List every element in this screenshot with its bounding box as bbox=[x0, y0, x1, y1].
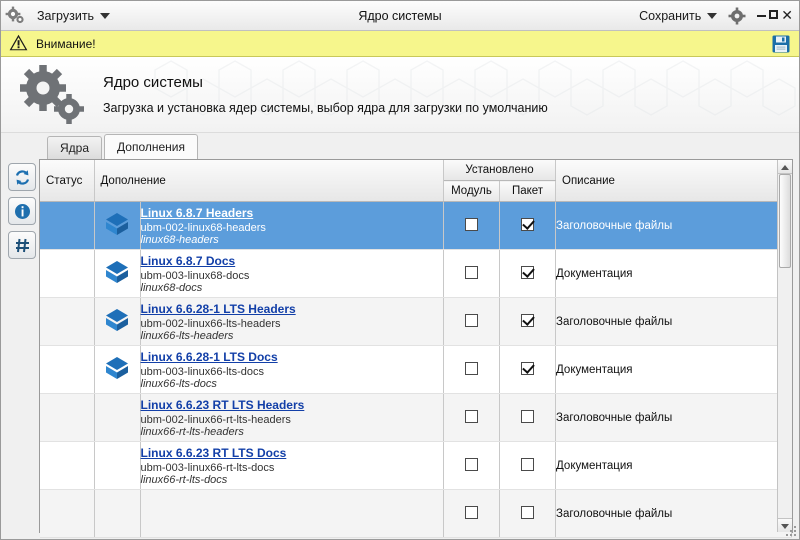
refresh-icon bbox=[14, 169, 31, 186]
cell-module[interactable] bbox=[443, 442, 499, 490]
module-checkbox[interactable] bbox=[465, 218, 478, 231]
cell-status bbox=[40, 442, 94, 490]
chevron-down-icon bbox=[100, 13, 110, 19]
content-area bbox=[1, 159, 799, 539]
gears-icon bbox=[15, 62, 87, 128]
package-checkbox[interactable] bbox=[521, 506, 534, 519]
package-icon bbox=[104, 308, 130, 332]
package-checkbox[interactable] bbox=[521, 266, 534, 279]
cell-icon bbox=[94, 298, 140, 346]
table-row[interactable] bbox=[40, 442, 792, 490]
package-checkbox[interactable] bbox=[521, 458, 534, 471]
module-checkbox[interactable] bbox=[465, 506, 478, 519]
cell-module[interactable] bbox=[443, 346, 499, 394]
cell-package[interactable] bbox=[499, 490, 555, 538]
warning-triangle-icon bbox=[9, 34, 28, 54]
package-checkbox[interactable] bbox=[521, 218, 534, 231]
module-checkbox[interactable] bbox=[465, 410, 478, 423]
column-header-status[interactable]: Статус bbox=[40, 160, 94, 202]
cell-description: Заголовочные файлы bbox=[556, 298, 792, 346]
addon-name-link[interactable]: Linux 6.6.23 RT LTS Docs bbox=[140, 445, 287, 460]
cell-addon bbox=[140, 298, 443, 346]
cell-module[interactable] bbox=[443, 394, 499, 442]
cell-package[interactable] bbox=[499, 442, 555, 490]
settings-gear-icon[interactable] bbox=[727, 6, 747, 26]
tab-kernels[interactable]: Ядра bbox=[47, 136, 102, 159]
module-checkbox[interactable] bbox=[465, 266, 478, 279]
table-row[interactable] bbox=[40, 250, 792, 298]
maximize-button[interactable] bbox=[769, 10, 778, 20]
package-checkbox[interactable] bbox=[521, 314, 534, 327]
cell-status bbox=[40, 346, 94, 394]
cell-status bbox=[40, 298, 94, 346]
cell-package[interactable] bbox=[499, 202, 555, 250]
column-header-module[interactable]: Модуль bbox=[443, 181, 499, 202]
package-icon bbox=[104, 212, 130, 236]
refresh-button[interactable] bbox=[8, 163, 36, 191]
gears-icon bbox=[5, 5, 27, 27]
cell-description: Заголовочные файлы bbox=[556, 202, 792, 250]
header-banner bbox=[1, 57, 799, 133]
cell-icon bbox=[94, 394, 140, 442]
save-menu-label: Сохранить bbox=[639, 8, 702, 23]
window-title: Ядро системы bbox=[358, 8, 442, 23]
cell-module[interactable] bbox=[443, 490, 499, 538]
cell-description: Заголовочные файлы bbox=[556, 394, 792, 442]
column-header-description[interactable]: Описание bbox=[556, 160, 792, 202]
scrollbar-thumb[interactable] bbox=[779, 174, 791, 268]
close-button[interactable]: ✕ bbox=[781, 7, 793, 23]
banner-subtitle: Загрузка и установка ядер системы, выбор ядра для загрузки по умолчанию bbox=[103, 101, 548, 115]
cell-addon bbox=[140, 490, 443, 538]
scroll-up-arrow-icon[interactable] bbox=[778, 160, 792, 174]
info-icon bbox=[14, 203, 31, 220]
warning-bar bbox=[1, 31, 799, 57]
tab-bar bbox=[1, 133, 799, 159]
addon-package-name: linux66-lts-headers bbox=[140, 329, 234, 342]
table-row[interactable] bbox=[40, 202, 792, 250]
column-header-package[interactable]: Пакет bbox=[499, 181, 555, 202]
cell-icon bbox=[94, 250, 140, 298]
vertical-scrollbar[interactable] bbox=[777, 160, 792, 532]
package-checkbox[interactable] bbox=[521, 410, 534, 423]
table-row[interactable] bbox=[40, 346, 792, 394]
save-floppy-icon[interactable] bbox=[771, 34, 791, 54]
addon-name-link[interactable]: Linux 6.6.28-1 LTS Docs bbox=[140, 349, 278, 364]
addon-package-name: linux68-headers bbox=[140, 233, 219, 246]
minimize-button[interactable] bbox=[757, 10, 766, 20]
addon-package-name: linux66-lts-docs bbox=[140, 377, 217, 390]
cell-module[interactable] bbox=[443, 202, 499, 250]
table-row[interactable] bbox=[40, 394, 792, 442]
chevron-down-icon bbox=[707, 13, 717, 19]
addon-package-id: ubm-003-linux68-docs bbox=[140, 269, 250, 282]
cell-icon bbox=[94, 442, 140, 490]
hash-icon bbox=[14, 237, 31, 254]
cell-description: Документация bbox=[556, 346, 792, 394]
addon-name-link[interactable]: Linux 6.8.7 Headers bbox=[140, 205, 254, 220]
addon-package-name: linux66-rt-lts-docs bbox=[140, 473, 228, 486]
cell-status bbox=[40, 490, 94, 538]
addons-table bbox=[40, 160, 792, 538]
cell-status bbox=[40, 202, 94, 250]
cell-description: Документация bbox=[556, 442, 792, 490]
cell-module[interactable] bbox=[443, 298, 499, 346]
cell-icon bbox=[94, 346, 140, 394]
addon-name-link[interactable]: Linux 6.8.7 Docs bbox=[140, 253, 236, 268]
module-checkbox[interactable] bbox=[465, 362, 478, 375]
addon-package-id: ubm-002-linux66-rt-lts-headers bbox=[140, 413, 291, 426]
cell-package[interactable] bbox=[499, 250, 555, 298]
info-button[interactable] bbox=[8, 197, 36, 225]
addon-name-link[interactable]: Linux 6.6.23 RT LTS Headers bbox=[140, 397, 305, 412]
cell-package[interactable] bbox=[499, 394, 555, 442]
side-toolbar bbox=[5, 159, 39, 533]
cell-description: Заголовочные файлы bbox=[556, 490, 792, 538]
module-checkbox[interactable] bbox=[465, 458, 478, 471]
cell-status bbox=[40, 250, 94, 298]
cell-status bbox=[40, 394, 94, 442]
cell-icon bbox=[94, 202, 140, 250]
module-checkbox[interactable] bbox=[465, 314, 478, 327]
addon-package-name: linux68-docs bbox=[140, 281, 203, 294]
addon-package-id: ubm-003-linux66-lts-docs bbox=[140, 365, 264, 378]
resize-grip[interactable] bbox=[785, 525, 797, 537]
addons-table-body bbox=[40, 202, 792, 538]
column-header-installed[interactable]: Установлено bbox=[443, 160, 555, 181]
addon-package-name: linux66-rt-lts-headers bbox=[140, 425, 244, 438]
tab-addons[interactable]: Дополнения bbox=[104, 134, 198, 159]
cell-package[interactable] bbox=[499, 298, 555, 346]
table-row[interactable] bbox=[40, 490, 792, 538]
addon-name-link[interactable]: Linux 6.6.28-1 LTS Headers bbox=[140, 301, 296, 316]
warning-text: Внимание! bbox=[36, 36, 96, 51]
cell-package[interactable] bbox=[499, 346, 555, 394]
package-icon bbox=[104, 356, 130, 380]
cell-module[interactable] bbox=[443, 250, 499, 298]
cell-addon bbox=[140, 394, 443, 442]
cell-addon bbox=[140, 250, 443, 298]
cell-icon bbox=[94, 490, 140, 538]
addons-table-container bbox=[39, 159, 793, 533]
package-icon bbox=[104, 260, 130, 284]
cell-addon bbox=[140, 442, 443, 490]
hash-button[interactable] bbox=[8, 231, 36, 259]
cell-addon bbox=[140, 346, 443, 394]
table-row[interactable] bbox=[40, 298, 792, 346]
addon-package-id: ubm-002-linux66-lts-headers bbox=[140, 317, 281, 330]
package-checkbox[interactable] bbox=[521, 362, 534, 375]
addon-package-id: ubm-002-linux68-headers bbox=[140, 221, 266, 234]
cell-description: Документация bbox=[556, 250, 792, 298]
save-menu-button[interactable] bbox=[635, 7, 721, 25]
load-menu-label: Загрузить bbox=[37, 8, 95, 23]
column-header-addon[interactable]: Дополнение bbox=[94, 160, 443, 202]
addon-package-id: ubm-003-linux66-rt-lts-docs bbox=[140, 461, 275, 474]
title-bar bbox=[1, 1, 799, 31]
cell-addon bbox=[140, 202, 443, 250]
banner-title: Ядро системы bbox=[103, 74, 203, 91]
load-menu-button[interactable] bbox=[33, 7, 114, 25]
